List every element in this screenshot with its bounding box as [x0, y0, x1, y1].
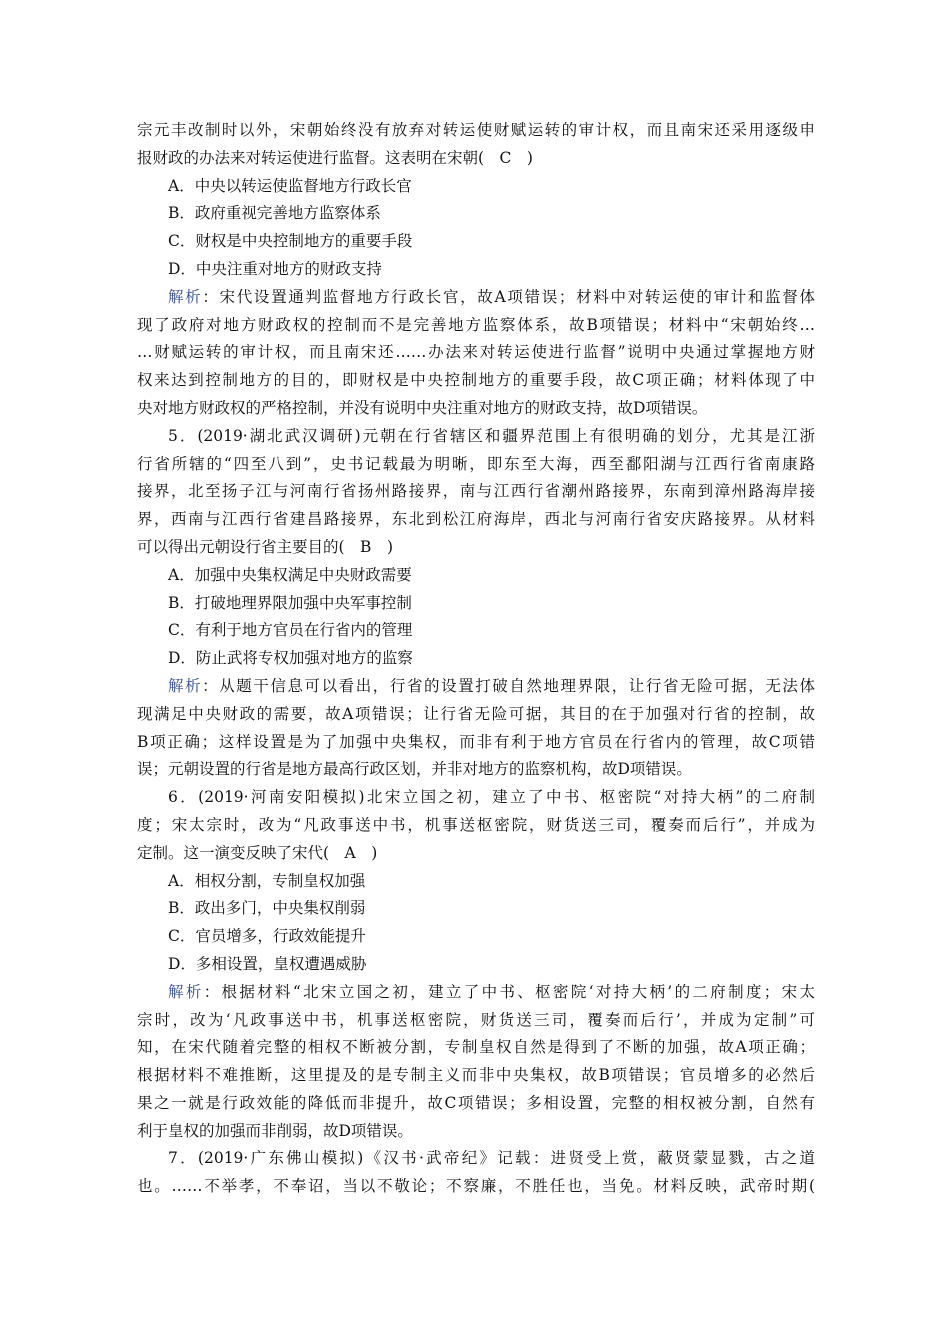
question-5-option-b: B．打破地理界限加强中央军事控制 [168, 593, 412, 612]
question-6-option-a: A．相权分割，专制皇权加强 [168, 871, 366, 890]
question-6-stem-line-3: 定制。这一演变反映了宋代( A ) [137, 843, 378, 862]
question-4 [137, 117, 815, 423]
question-7-stem-line-1: 7．(2019·广东佛山模拟)《汉书·武帝纪》记载：进贤受上赏，蔽贤蒙显戮，古之道 [168, 1149, 815, 1168]
question-4-analysis-line-2: 现了政府对地方财政权的控制而不是完善地方监察体系，故B项错误；材料中“宋朝始终… [137, 315, 815, 334]
question-5-option-d: D．防止武将专权加强对地方的监察 [168, 649, 413, 668]
question-6 [137, 784, 815, 1145]
question-5-analysis-line-4: 误；元朝设置的行省是地方最高行政区划，并非对地方的监察机构，故D项错误。 [137, 760, 692, 779]
analysis-text: ：宋代设置通判监督地方行政长官，故A项错误；材料中对转运使的审计和监督体 [202, 287, 815, 306]
question-5 [137, 423, 815, 784]
question-4-option-b: B．政府重视完善地方监察体系 [168, 204, 381, 223]
analysis-label: 解析 [168, 287, 203, 306]
question-4-stem-line-2: 报财政的办法来对转运使进行监督。这表明在宋朝( C ) [137, 148, 533, 167]
question-6-analysis-line-2: 宗时，改为‘凡政事送中书，机事送枢密院，财货送三司，覆奏而后行’，并成为定制”可 [137, 1010, 815, 1029]
question-6-analysis-line-3: 知，在宋代随着完整的相权不断被分割，专制皇权自然是得到了不断的加强，故A项正确； [137, 1038, 815, 1057]
question-6-option-c: C．官员增多，行政效能提升 [168, 927, 366, 946]
question-6-analysis-line-5: 果之一就是行政效能的降低而非提升，故C项错误；多相设置，完整的相权被分割，自然有 [137, 1093, 815, 1112]
analysis-label: 解析 [168, 982, 204, 1001]
analysis-label: 解析 [168, 676, 203, 695]
question-5-stem-line-4: 界，西南与江西行省建昌路接界，东北到松江府海岸，西北与河南行省安庆路接界。从材料 [137, 510, 815, 529]
question-5-option-c: C．有利于地方官员在行省内的管理 [168, 621, 413, 640]
question-4-option-c: C．财权是中央控制地方的重要手段 [168, 232, 413, 251]
question-7-stem-line-2: 也。……不举孝，不奉诏，当以不敬论；不察廉，不胜任也，当免。材料反映，武帝时期( [137, 1177, 815, 1196]
question-4-analysis-line-3: …财赋运转的审计权，而且南宋还……办法来对转运使进行监督”说明中央通过掌握地方财 [137, 343, 815, 362]
question-5-stem-line-2: 行省所辖的“四至八到”，史书记载最为明晰，即东至大海，西至鄱阳湖与江西行省南康路 [137, 454, 815, 473]
question-5-analysis-line-1 [137, 673, 815, 701]
analysis-text: ：根据材料“北宋立国之初，建立了中书、枢密院‘对持大柄’的二府制度；宋太 [203, 982, 815, 1001]
question-5-stem-line-5: 可以得出元朝设行省主要目的( B ) [137, 537, 393, 556]
question-5-stem-line-3: 接界，北至扬子江与河南行省扬州路接界，南与江西行省潮州路接界，东南到漳州路海岸接 [137, 482, 815, 501]
question-5-option-a: A．加强中央集权满足中央财政需要 [168, 565, 412, 584]
document-page [137, 117, 815, 1201]
question-4-analysis-line-4: 权来达到控制地方的目的，即财权是中央控制地方的重要手段，故C项正确；材料体现了中 [137, 371, 815, 390]
question-6-option-b: B．政出多门，中央集权削弱 [168, 899, 366, 918]
analysis-text: ：从题干信息可以看出，行省的设置打破自然地理界限，让行省无险可据，无法体 [202, 676, 815, 695]
question-5-analysis-line-3: B项正确；这样设置是为了加强中央集权，而非有利于地方官员在行省内的管理，故C项错 [137, 732, 815, 751]
question-6-analysis-line-4: 根据材料不难推断，这里提及的是专制主义而非中央集权，故B项错误；官员增多的必然后 [137, 1066, 815, 1085]
question-4-option-a: A．中央以转运使监督地方行政长官 [168, 176, 412, 195]
question-5-analysis-line-2: 现满足中央财政的需要，故A项错误；让行省无险可据，其目的在于加强对行省的控制，故 [137, 704, 815, 723]
question-6-option-d: D．多相设置，皇权遭遇威胁 [168, 954, 367, 973]
question-4-option-d: D．中央注重对地方的财政支持 [168, 259, 382, 278]
question-6-analysis-line-6: 利于皇权的加强而非削弱，故D项错误。 [137, 1121, 413, 1140]
question-6-stem-line-1: 6．(2019·河南安阳模拟)北宋立国之初，建立了中书、枢密院“对持大柄”的二府制 [168, 788, 815, 807]
question-5-stem-line-1: 5．(2019·湖北武汉调研)元朝在行省辖区和疆界范围上有很明确的划分，尤其是江浙 [168, 426, 815, 445]
question-4-analysis-line-5: 央对地方财政权的严格控制，并没有说明中央注重对地方的财政支持，故D项错误。 [137, 398, 708, 417]
question-6-stem-line-2: 度；宋太宗时，改为“凡政事送中书，机事送枢密院，财货送三司，覆奏而后行”，并成为 [137, 815, 815, 834]
question-6-analysis-line-1 [137, 979, 815, 1007]
question-4-analysis-line-1 [137, 284, 815, 312]
question-7 [137, 1145, 815, 1201]
question-4-stem-line-1: 宗元丰改制时以外，宋朝始终没有放弃对转运使财赋运转的审计权，而且南宋还采用逐级申 [137, 121, 815, 139]
